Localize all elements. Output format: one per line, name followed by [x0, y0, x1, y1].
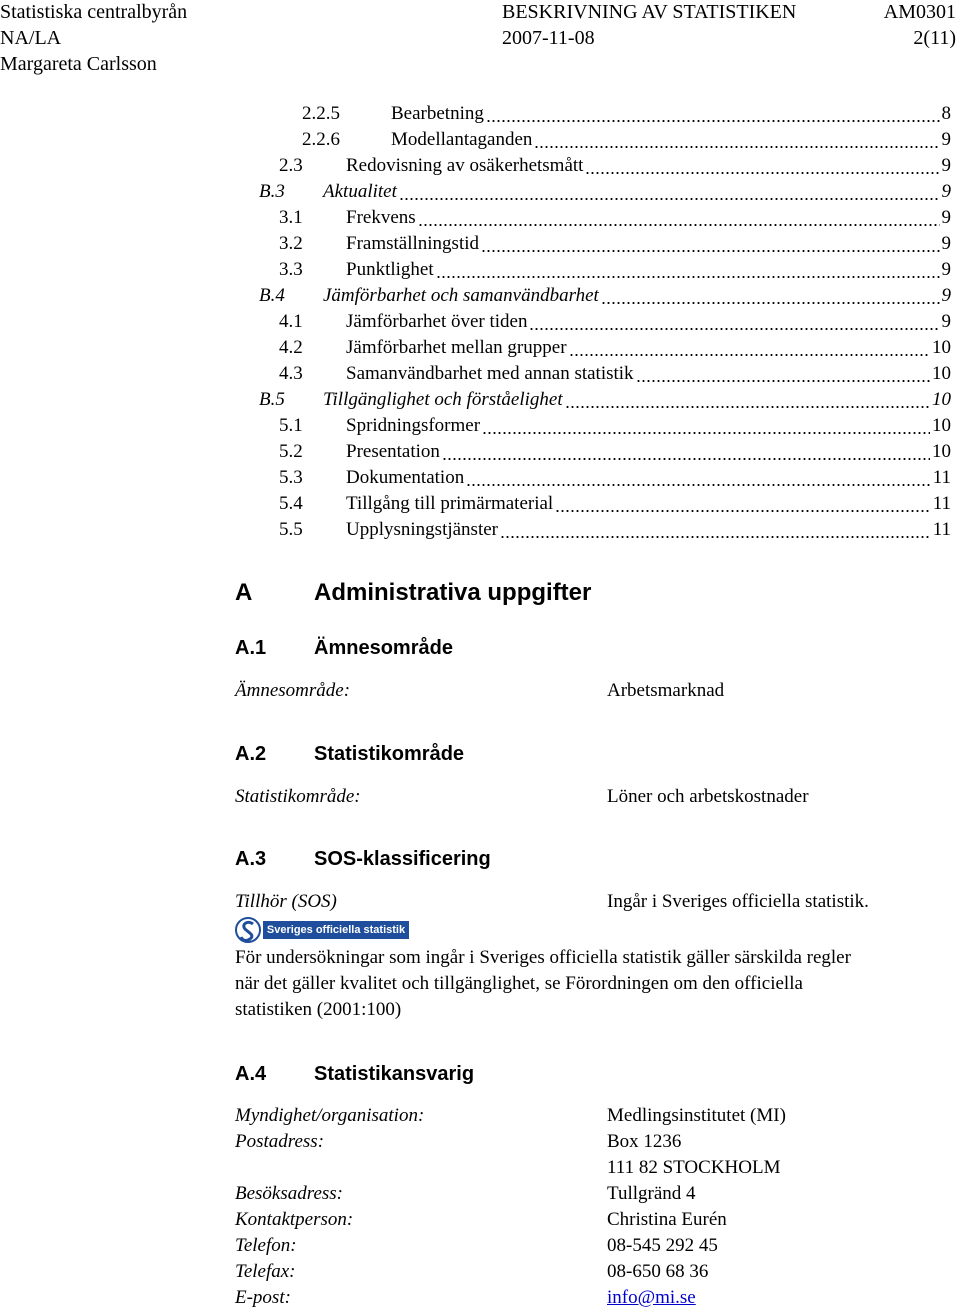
toc-leader-dots: [481, 231, 940, 257]
a4-label-telefon: Telefon:: [235, 1235, 297, 1256]
toc-page-number: 10: [932, 389, 951, 410]
toc-page-number: 9: [941, 207, 951, 228]
toc-title: Spridningsformer: [346, 415, 481, 436]
toc-row[interactable]: [0, 465, 960, 491]
toc-leader-dots: [418, 205, 940, 231]
toc-number: 5.1: [279, 415, 303, 436]
a4-label-telefax: Telefax:: [235, 1261, 296, 1282]
header-org: Statistiska centralbyrån: [0, 1, 188, 23]
toc-row[interactable]: [0, 257, 960, 283]
toc-title: Bearbetning: [391, 103, 484, 124]
toc-row[interactable]: [0, 517, 960, 543]
sos-logo-text: Sveriges officiella statistik: [266, 924, 406, 936]
toc-number: 2.3: [279, 155, 303, 176]
toc-leader-dots: [399, 179, 940, 205]
toc-title: Samanvändbarhet med annan statistik: [346, 363, 634, 384]
toc-row[interactable]: [0, 361, 960, 387]
toc-title: Tillgänglighet och förståelighet: [323, 389, 563, 410]
toc-number: 4.2: [279, 337, 303, 358]
toc-title: Redovisning av osäkerhetsmått: [346, 155, 584, 176]
a3-paragraph: [235, 945, 960, 1023]
toc-page-number: 11: [932, 519, 951, 540]
a4-value-telefon: 08-545 292 45: [607, 1235, 718, 1256]
toc-leader-dots: [482, 413, 930, 439]
toc-leader-dots: [534, 127, 940, 153]
toc-page-number: 8: [941, 103, 951, 124]
toc-leader-dots: [466, 465, 931, 491]
toc-row[interactable]: [0, 335, 960, 361]
a4-label-epost: E-post:: [235, 1287, 291, 1308]
toc-number: B.5: [259, 389, 285, 410]
toc-number: 2.2.6: [302, 129, 340, 150]
toc-page-number: 11: [932, 467, 951, 488]
toc-leader-dots: [486, 101, 940, 127]
toc-page-number: 10: [932, 415, 951, 436]
toc-title: Jämförbarhet och samanvändbarhet: [323, 285, 599, 306]
a1-number: A.1: [235, 637, 267, 659]
toc-number: 5.3: [279, 467, 303, 488]
a4-label-besoksadress: Besöksadress:: [235, 1183, 343, 1204]
toc-row[interactable]: [0, 153, 960, 179]
toc-title: Jämförbarhet mellan grupper: [346, 337, 567, 358]
a3-number: A.3: [235, 848, 267, 870]
a1-title: Ämnesområde: [314, 637, 453, 659]
a4-value-postort: 111 82 STOCKHOLM: [607, 1157, 781, 1178]
a3-label: Tillhör (SOS): [235, 891, 337, 912]
toc-number: 5.4: [279, 493, 303, 514]
toc-row[interactable]: [0, 231, 960, 257]
toc-leader-dots: [555, 491, 931, 517]
toc-page-number: 9: [941, 155, 951, 176]
a2-number: A.2: [235, 743, 267, 765]
toc-page-number: 9: [941, 129, 951, 150]
toc-page-number: 9: [941, 311, 951, 332]
a3-paragraph-line: när det gäller kvalitet och tillgänglighet, se Förordningen om den officiella: [235, 973, 803, 994]
toc-leader-dots: [565, 387, 930, 413]
toc-leader-dots: [436, 257, 940, 283]
header-author: Margareta Carlsson: [0, 53, 157, 75]
a4-title: Statistikansvarig: [314, 1063, 475, 1085]
toc-title: Punktlighet: [346, 259, 434, 280]
a4-label-organisation: Myndighet/organisation:: [235, 1105, 425, 1126]
toc-number: 3.1: [279, 207, 303, 228]
a3-value: Ingår i Sveriges officiella statistik.: [607, 891, 869, 912]
toc-page-number: 10: [932, 337, 951, 358]
toc-row[interactable]: [0, 413, 960, 439]
toc-number: B.4: [259, 285, 285, 306]
a4-number: A.4: [235, 1063, 267, 1085]
toc-page-number: 10: [932, 441, 951, 462]
toc-row[interactable]: [0, 127, 960, 153]
a4-value-telefax: 08-650 68 36: [607, 1261, 709, 1282]
a4-value-besoksadress: Tullgränd 4: [607, 1183, 696, 1204]
a1-label: Ämnesområde:: [235, 680, 351, 701]
toc-leader-dots: [500, 517, 931, 543]
toc-row[interactable]: [0, 179, 960, 205]
toc-page-number: 9: [941, 233, 951, 254]
toc-number: 5.5: [279, 519, 303, 540]
header-date: 2007-11-08: [502, 27, 595, 49]
header-page: 2(11): [913, 27, 956, 49]
header-doc-code: AM0301: [883, 1, 956, 23]
email-link[interactable]: info@mi.se: [607, 1287, 696, 1308]
toc-title: Dokumentation: [346, 467, 465, 488]
toc-number: 3.3: [279, 259, 303, 280]
toc-number: 5.2: [279, 441, 303, 462]
a3-paragraph-line: För undersökningar som ingår i Sveriges officiella statistik gäller särskilda regler: [235, 947, 851, 968]
toc-title: Modellantaganden: [391, 129, 533, 150]
a4-label-postadress: Postadress:: [235, 1131, 325, 1152]
toc-title: Upplysningstjänster: [346, 519, 498, 540]
toc-row[interactable]: [0, 387, 960, 413]
toc-number: 4.3: [279, 363, 303, 384]
section-a-title: Administrativa uppgifter: [314, 579, 592, 606]
a4-label-kontaktperson: Kontaktperson:: [235, 1209, 354, 1230]
toc-number: B.3: [259, 181, 285, 202]
toc-page-number: 9: [941, 259, 951, 280]
toc-leader-dots: [636, 361, 930, 387]
toc-title: Aktualitet: [323, 181, 397, 202]
toc-number: 4.1: [279, 311, 303, 332]
section-a-number: A: [235, 579, 253, 606]
a3-title: SOS-klassificering: [314, 848, 491, 870]
toc-leader-dots: [529, 309, 940, 335]
toc-row[interactable]: [0, 309, 960, 335]
toc-row[interactable]: [0, 101, 960, 127]
a1-value: Arbetsmarknad: [607, 680, 725, 701]
header-doc-type: BESKRIVNING AV STATISTIKEN: [502, 1, 797, 23]
toc-title: Tillgång till primärmaterial: [346, 493, 554, 514]
toc-number: 2.2.5: [302, 103, 340, 124]
a4-value-organisation: Medlingsinstitutet (MI): [607, 1105, 786, 1126]
a2-value: Löner och arbetskostnader: [607, 786, 809, 807]
a2-title: Statistikområde: [314, 743, 465, 765]
a2-label: Statistikområde:: [235, 786, 361, 807]
toc-title: Frekvens: [346, 207, 416, 228]
toc-leader-dots: [569, 335, 930, 361]
header-unit: NA/LA: [0, 27, 62, 49]
a4-value-postadress: Box 1236: [607, 1131, 682, 1152]
a4-value-kontaktperson: Christina Eurén: [607, 1209, 727, 1230]
toc-page-number: 11: [932, 493, 951, 514]
toc-leader-dots: [442, 439, 930, 465]
toc-row[interactable]: [0, 283, 960, 309]
toc-row[interactable]: [0, 205, 960, 231]
toc-page-number: 9: [941, 285, 951, 306]
toc-page-number: 9: [941, 181, 951, 202]
toc-title: Jämförbarhet över tiden: [346, 311, 528, 332]
sos-logo: [235, 916, 410, 944]
toc-page-number: 10: [932, 363, 951, 384]
toc-leader-dots: [601, 283, 940, 309]
toc-row[interactable]: [0, 491, 960, 517]
toc-title: Presentation: [346, 441, 440, 462]
toc-row[interactable]: [0, 439, 960, 465]
toc-number: 3.2: [279, 233, 303, 254]
a3-paragraph-line: statistiken (2001:100): [235, 999, 402, 1020]
toc-leader-dots: [585, 153, 940, 179]
toc-title: Framställningstid: [346, 233, 479, 254]
